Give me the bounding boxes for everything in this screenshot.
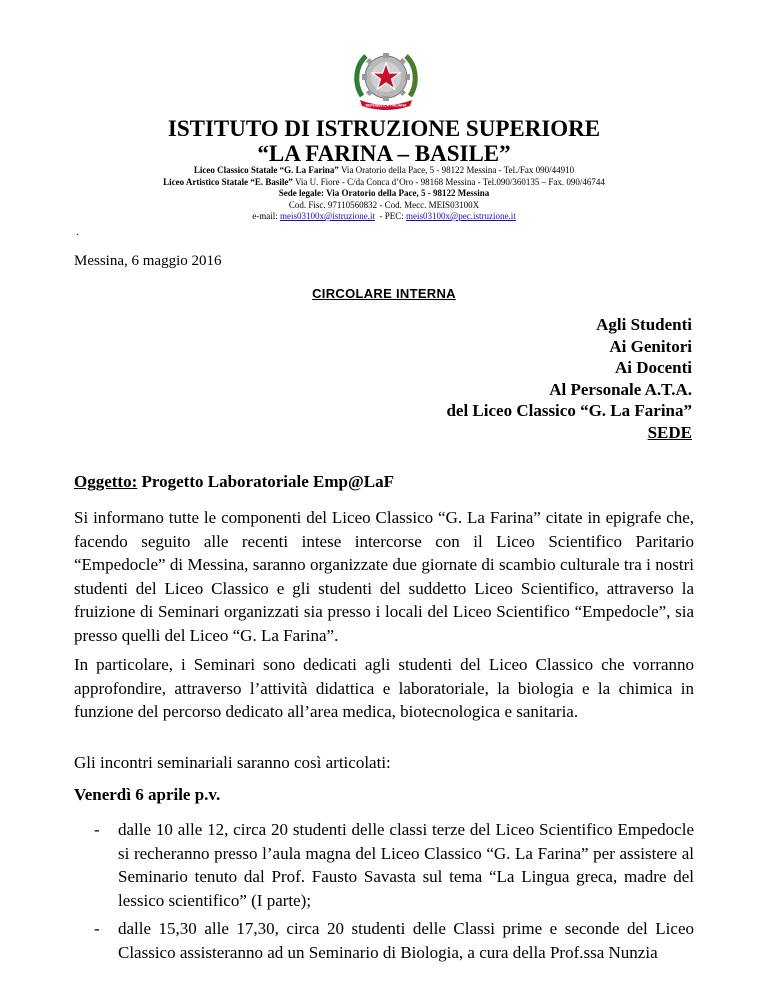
circular-title: CIRCOLARE INTERNA — [312, 286, 456, 301]
header-codes: Cod. Fisc. 97110560832 - Cod. Mecc. MEIS03100X — [288, 199, 480, 210]
subject-line — [74, 472, 394, 492]
header-legal-seat: Sede legale: Via Oratorio della Pace, 5 - 98122 Messina — [278, 188, 490, 198]
list-item-text: dalle 15,30 alle 17,30, circa 20 studenti delle Classi prime e seconde del Liceo Classico assisteranno ad un Seminario di Biologia, a cura della Prof.ssa Nunzia — [118, 919, 694, 962]
paragraph-schedule-intro: Gli incontri seminariali saranno così articolati: — [74, 753, 391, 772]
pec-link[interactable]: meis03100x@pec.istruzione.it — [406, 211, 516, 221]
email-link[interactable]: meis03100x@istruzione.it — [279, 211, 375, 221]
recipient-teachers: Ai Docenti — [615, 358, 692, 377]
emblem-ribbon-text: REPUBBLICA ITALIANA — [365, 103, 407, 108]
liceo-classico-address: Via Oratorio della Pace, 5 - 98122 Messina - Tel./Fax 090/44910 — [338, 165, 575, 175]
list-item — [96, 917, 694, 964]
bullet-marker: - — [94, 820, 100, 839]
day-heading: Venerdì 6 aprile p.v. — [74, 785, 221, 804]
recipients-block — [446, 314, 692, 443]
recipient-students: Agli Studenti — [596, 315, 692, 334]
subject-label: Oggetto: — [74, 472, 138, 491]
header-info-line1 — [0, 165, 768, 177]
header-info-line2 — [0, 177, 768, 189]
liceo-classico-name: Liceo Classico Statale “G. La Farina” — [193, 165, 339, 175]
subject-text: Progetto Laboratoriale Emp@LaF — [137, 472, 395, 491]
school-title-line1: ISTITUTO DI ISTRUZIONE SUPERIORE — [167, 116, 601, 141]
italian-republic-emblem-icon — [352, 44, 420, 112]
liceo-artistico-address: Via U. Fiore - C/da Conca d’Oro - 98168 Messina - Tel.090/360135 – Fax. 090/46744 — [292, 176, 605, 187]
list-item — [96, 818, 694, 912]
recipient-parents: Ai Genitori — [609, 336, 692, 356]
recipient-ata-staff: Al Personale A.T.A. — [549, 379, 692, 399]
paragraph-details: In particolare, i Seminari sono dedicati agli studenti del Liceo Classico che vorranno approfondire, attraverso l’attività didattica e laboratoriale, la biologia e la chimica in funzione del percorso dedicato all’area medica, biotecnologica e sanitaria. — [74, 655, 694, 722]
list-item-text: dalle 10 alle 12, circa 20 studenti delle classi terze del Liceo Scientifico Empedocle si recheranno presso l’aula magna del Liceo Classico “G. La Farina” per assistere al Seminario tenuto dal Prof. Fausto Savasta sul tema “La Lingua greca, madre del lessico scientifico” (I parte); — [118, 820, 694, 910]
liceo-artistico-name: Liceo Artistico Statale “E. Basile” — [163, 176, 293, 187]
recipient-school: del Liceo Classico “G. La Farina” — [446, 401, 692, 420]
pec-label: - PEC: — [374, 211, 406, 221]
recipient-sede: SEDE — [647, 422, 692, 442]
bullet-marker: - — [94, 919, 100, 938]
document-date: Messina, 6 maggio 2016 — [74, 253, 222, 269]
header-contacts — [0, 211, 768, 223]
email-label: e-mail: — [252, 211, 280, 221]
stray-dot: . — [76, 224, 79, 238]
paragraph-intro: Si informano tutte le componenti del Liceo Classico “G. La Farina” citate in epigrafe che, facendo seguito alle recenti intese intercorse con il Liceo Scientifico Paritario “Empedocle” di Messina, saranno organizzate due giornate di scambio culturale tra i nostri studenti del Liceo Classico e gli studenti del suddetto Liceo Scientifico, attraverso la fruizione di Seminari organizzati sia presso i locali del Liceo Scientifico “Empedocle”, sia presso quelli del Liceo “G. La Farina”. — [74, 508, 694, 645]
school-title-line2: “LA FARINA – BASILE” — [257, 141, 511, 166]
